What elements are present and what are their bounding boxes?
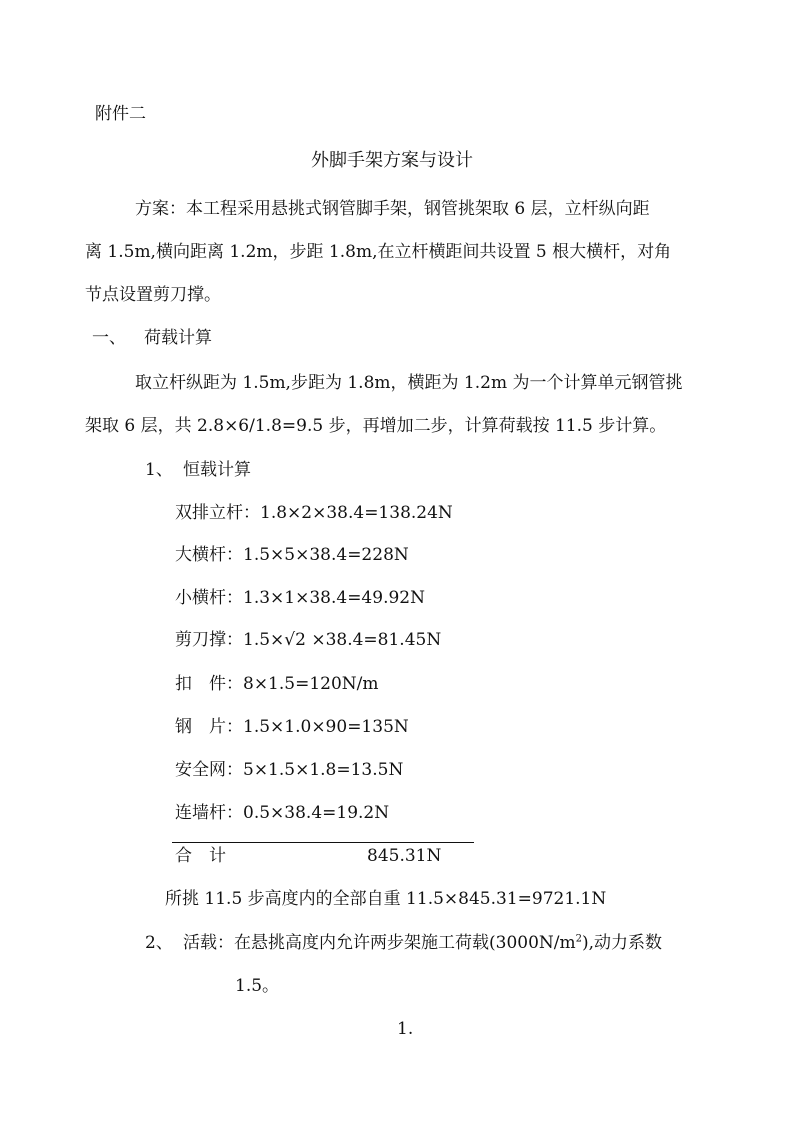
live-load-text-end: ),动力系数 (582, 933, 663, 953)
section-1-title: 荷载计算 (144, 328, 212, 348)
item-formula: 0.5×38.4=19.2N (243, 803, 390, 823)
item-label: 剪刀撑： (175, 630, 243, 650)
subsection-1-number: 1、 (145, 460, 173, 480)
list-item (175, 505, 453, 522)
live-load-line-1 (183, 935, 662, 952)
item-label: 扣 件： (175, 674, 243, 694)
document-title: 外脚手架方案与设计 (311, 150, 473, 171)
list-item (175, 719, 409, 736)
item-formula: 1.5×√2 ×38.4=81.45N (243, 630, 442, 650)
page-number: 1. (397, 1019, 414, 1039)
total-value: 845.31N (367, 846, 442, 866)
list-item (175, 547, 409, 564)
attachment-label: 附件二 (95, 104, 146, 124)
list-item (175, 805, 389, 822)
item-label: 双排立杆： (175, 503, 260, 523)
section-1-line-1: 取立杆纵距为 1.5m,步距为 1.8m，横距为 1.2m 为一个计算单元钢管挑 (135, 373, 683, 393)
section-1-line-2: 架取 6 层，共 2.8×6/1.8=9.5 步，再增加二步，计算荷载按 11.5 步计算。 (85, 416, 667, 436)
item-formula: 1.5×1.0×90=135N (243, 717, 409, 737)
total-label: 合 计 (175, 846, 226, 866)
sum-divider (172, 842, 474, 843)
item-label: 安全网： (175, 760, 243, 780)
subsection-1-title: 恒载计算 (183, 460, 251, 480)
self-weight-line: 所挑 11.5 步高度内的全部自重 11.5×845.31=9721.1N (165, 889, 607, 909)
list-item (175, 590, 425, 607)
subsection-2-number: 2、 (145, 933, 173, 953)
intro-line-3: 节点设置剪刀撑。 (85, 285, 221, 305)
item-label: 大横杆： (175, 545, 243, 565)
item-formula: 1.3×1×38.4=49.92N (243, 588, 425, 608)
intro-line-2: 离 1.5m,横向距离 1.2m，步距 1.8m,在立杆横距间共设置 5 根大横杆，对角 (85, 242, 672, 262)
list-item (175, 676, 379, 693)
intro-line-1: 方案：本工程采用悬挑式钢管脚手架，钢管挑架取 6 层，立杆纵向距 (135, 199, 650, 219)
live-load-text: 活载：在悬挑高度内允许两步架施工荷载(3000N/m (183, 933, 576, 953)
item-formula: 1.5×5×38.4=228N (243, 545, 409, 565)
item-label: 连墙杆： (175, 803, 243, 823)
list-item (175, 632, 441, 649)
list-item (175, 762, 403, 779)
item-label: 小横杆： (175, 588, 243, 608)
section-1-number: 一、 (92, 328, 126, 348)
superscript-2: 2 (575, 933, 582, 945)
item-formula: 5×1.5×1.8=13.5N (243, 760, 404, 780)
item-formula: 8×1.5=120N/m (243, 674, 379, 694)
item-formula: 1.8×2×38.4=138.24N (260, 503, 453, 523)
live-load-line-2: 1.5。 (235, 976, 280, 996)
item-label: 钢 片： (175, 717, 243, 737)
